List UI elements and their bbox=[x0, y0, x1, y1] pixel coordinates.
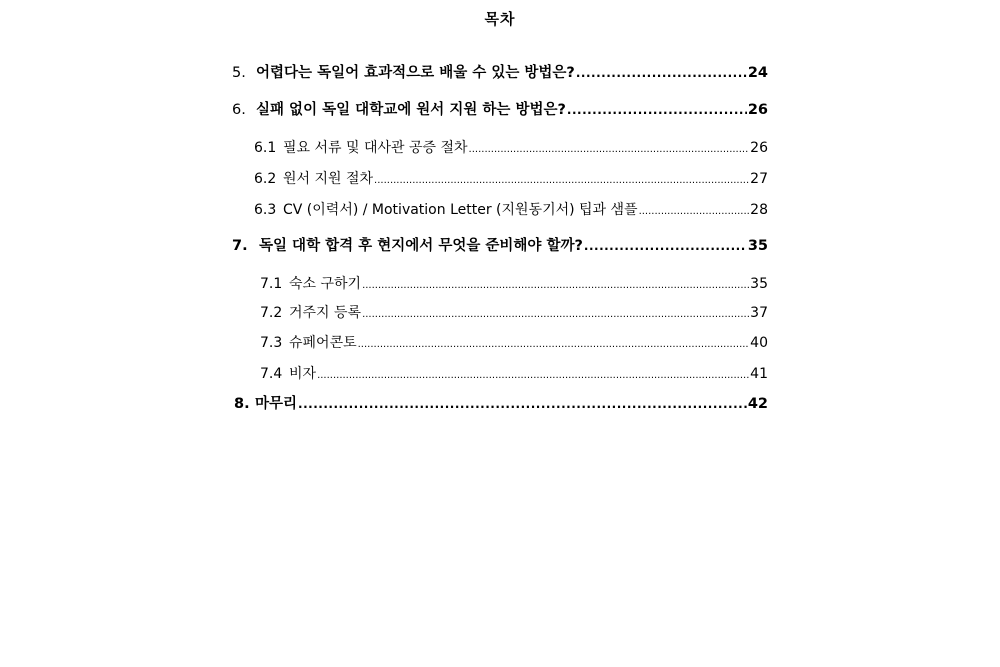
toc-entry-text: 실패 없이 독일 대학교에 원서 지원 하는 방법은? bbox=[256, 102, 566, 118]
toc-entry[interactable] bbox=[254, 201, 768, 221]
toc-entry-number: 7.2 bbox=[260, 305, 283, 321]
toc-entry-text: 숙소 구하기 bbox=[289, 276, 362, 292]
toc-leader-dots bbox=[358, 334, 750, 354]
toc-entry-number: 7.4 bbox=[260, 366, 283, 382]
toc-leader-dots bbox=[317, 365, 749, 385]
toc-entry[interactable] bbox=[260, 365, 768, 385]
toc-entry-text: 독일 대학 합격 후 현지에서 무엇을 준비해야 할까? bbox=[259, 238, 583, 254]
toc-leader-dots bbox=[567, 101, 747, 119]
toc-leader-dots bbox=[576, 64, 747, 82]
toc-leader-dots bbox=[362, 304, 749, 324]
toc-entry-text: 비자 bbox=[289, 366, 317, 382]
toc-entry-page: 26 bbox=[747, 102, 768, 118]
toc-entry-number: 6. bbox=[232, 102, 246, 118]
toc-leader-dots bbox=[298, 395, 747, 413]
toc-entry-page: 24 bbox=[747, 65, 768, 81]
toc-entry[interactable] bbox=[232, 237, 768, 255]
toc-entry[interactable] bbox=[254, 139, 768, 159]
toc-entry-page: 40 bbox=[750, 335, 768, 351]
toc-entry[interactable] bbox=[254, 170, 768, 190]
toc-entry-number: 5. bbox=[232, 65, 246, 81]
toc-entry-page: 35 bbox=[750, 276, 768, 292]
toc-entry[interactable] bbox=[260, 275, 768, 295]
toc-entry-page: 28 bbox=[750, 202, 768, 218]
toc-entry[interactable] bbox=[234, 395, 768, 413]
toc-title: 목차 bbox=[484, 10, 516, 28]
toc-entry-number: 8. bbox=[234, 396, 250, 412]
toc-entry-text: 슈페어콘토 bbox=[289, 335, 357, 351]
toc-entry-page: 35 bbox=[747, 238, 768, 254]
toc-entry-text: 원서 지원 절차 bbox=[283, 171, 374, 187]
toc-entry-number: 6.3 bbox=[254, 202, 277, 218]
toc-leader-dots bbox=[584, 237, 747, 255]
toc-entry[interactable] bbox=[232, 64, 768, 82]
toc-entry-number: 7.1 bbox=[260, 276, 283, 292]
toc-leader-dots bbox=[374, 170, 749, 190]
toc-entry-text: CV (이력서) / Motivation Letter (지원동기서) 팁과 샘플 bbox=[283, 202, 638, 218]
toc-entry[interactable] bbox=[232, 101, 768, 119]
toc-entry-page: 27 bbox=[750, 171, 768, 187]
toc-entry-page: 37 bbox=[750, 305, 768, 321]
toc-entry-number: 7. bbox=[232, 238, 248, 254]
toc-entry-text: 필요 서류 및 대사관 공증 절차 bbox=[283, 140, 468, 156]
toc-entry-number: 6.2 bbox=[254, 171, 277, 187]
toc-leader-dots bbox=[639, 201, 750, 221]
toc-entry-page: 41 bbox=[750, 366, 768, 382]
toc-entry-text: 어렵다는 독일어 효과적으로 배울 수 있는 방법은? bbox=[256, 65, 575, 81]
toc-entry[interactable] bbox=[260, 304, 768, 324]
toc-entry-page: 42 bbox=[747, 396, 768, 412]
toc-entry-text: 거주지 등록 bbox=[289, 305, 362, 321]
toc-leader-dots bbox=[469, 139, 750, 159]
toc-entry-page: 26 bbox=[750, 140, 768, 156]
toc-entry-number: 6.1 bbox=[254, 140, 277, 156]
toc-entry-number: 7.3 bbox=[260, 335, 283, 351]
toc-entry-text: 마무리 bbox=[255, 396, 298, 412]
toc-entry[interactable] bbox=[260, 334, 768, 354]
toc-leader-dots bbox=[362, 275, 749, 295]
